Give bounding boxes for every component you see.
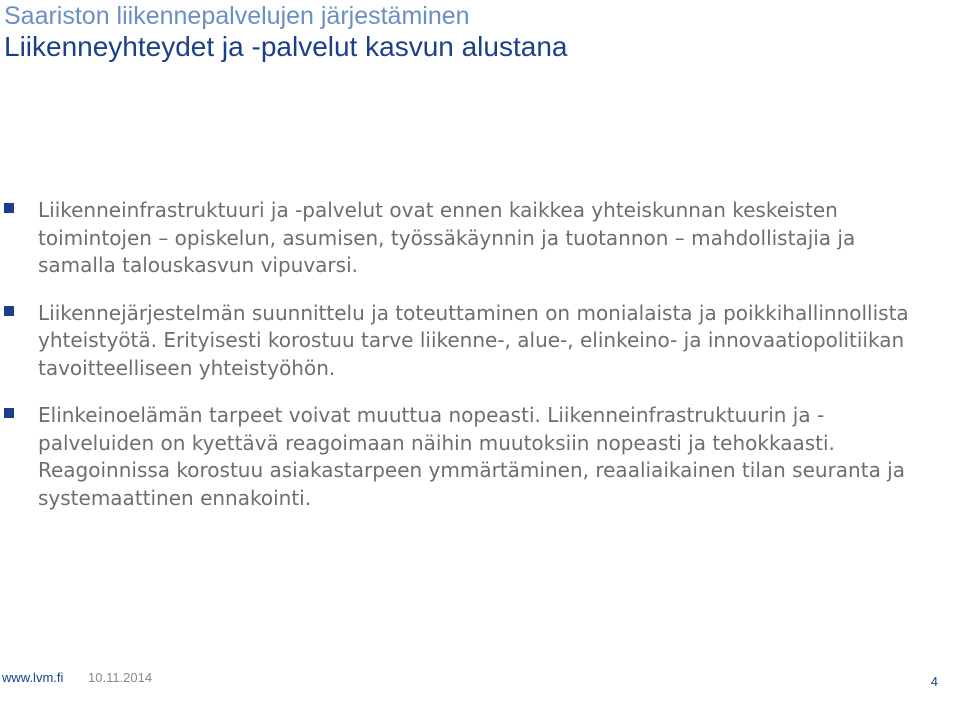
bullet-item xyxy=(0,197,910,280)
bullet-text: Liikennejärjestelmän suunnittelu ja toteuttaminen on monialaista ja poikkihallinnollista yhteistyötä. Erityisesti korostuu tarve liikenne-, alue-, elinkeino- ja innovaatiopolitiikan tavoitteelliseen yhteistyöhön. xyxy=(38,300,909,380)
square-bullet-icon xyxy=(4,306,14,316)
bullet-text: Liikenneinfrastruktuuri ja -palvelut ovat ennen kaikkea yhteiskunnan keskeisten toimintojen – opiskelun, asumisen, työssäkäynnin ja tuotannon – mahdollistajia ja samalla talouskasvun vipuvarsi. xyxy=(38,198,856,277)
page-number: 4 xyxy=(930,674,938,689)
footer-url-link[interactable]: www.lvm.fi xyxy=(2,670,64,685)
slide-title: Liikenneyhteydet ja -palvelut kasvun alustana xyxy=(4,31,568,62)
square-bullet-icon xyxy=(4,203,14,213)
bullet-item xyxy=(0,300,910,383)
bullet-text: Elinkeinoelämän tarpeet voivat muuttua nopeasti. Liikenneinfrastruktuurin ja -palveluiden on kyettävä reagoimaan näihin muutoksiin nopeasti ja tehokkaasti. Reagoinnissa korostuu asiakastarpeen ymmärtäminen, reaaliaikainen tilan seuranta ja systemaattinen ennakointi. xyxy=(38,403,905,510)
slide-subtitle: Saariston liikennepalvelujen järjestäminen xyxy=(4,2,470,30)
bullet-list xyxy=(0,197,960,532)
square-bullet-icon xyxy=(4,408,14,418)
footer-date: 10.11.2014 xyxy=(88,670,153,685)
bullet-item xyxy=(0,402,910,512)
